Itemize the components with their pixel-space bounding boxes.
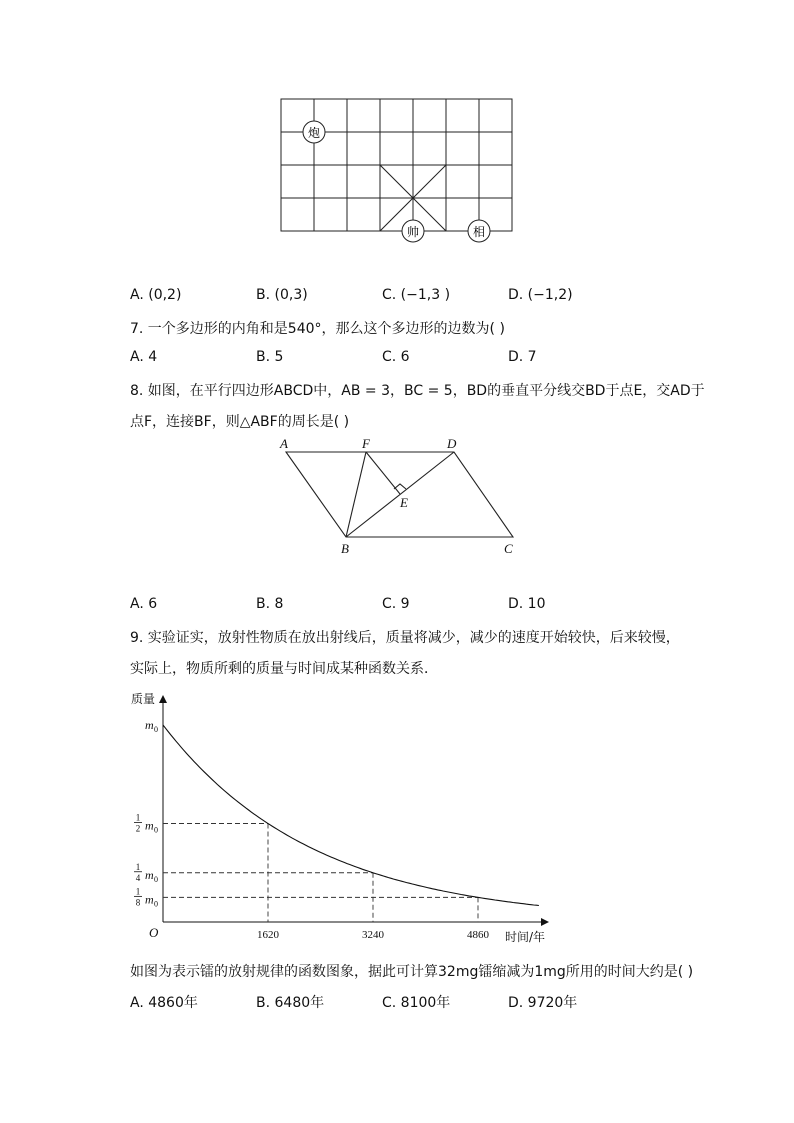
q8-option-c: C. 9 bbox=[382, 596, 410, 612]
svg-text:8: 8 bbox=[135, 897, 141, 908]
svg-text:炮: 炮 bbox=[307, 126, 321, 140]
x-tick-label: 4860 bbox=[467, 929, 489, 941]
point-b-label: B bbox=[341, 541, 349, 556]
q9-option-a: A. 4860年 bbox=[130, 995, 198, 1011]
piece-xiang bbox=[468, 220, 490, 242]
q7-option-c: C. 6 bbox=[382, 349, 410, 365]
origin-label: O bbox=[149, 925, 159, 940]
q9-option-d: D. 9720年 bbox=[508, 995, 578, 1011]
q6-option-d: D. (−1,2) bbox=[508, 287, 573, 303]
svg-text:m: m bbox=[145, 718, 154, 732]
y-tick-label bbox=[134, 813, 158, 835]
q9-question: 如图为表示镭的放射规律的函数图象，据此可计算32mg镭缩减为1mg所用的时间大约是( ) bbox=[130, 964, 694, 980]
svg-text:相: 相 bbox=[472, 225, 486, 239]
q9-option-b: B. 6480年 bbox=[256, 995, 325, 1011]
svg-text:1: 1 bbox=[135, 812, 141, 823]
point-e-label: E bbox=[400, 495, 408, 510]
point-a-label: A bbox=[280, 436, 288, 451]
q6-option-a: A. (0,2) bbox=[130, 287, 182, 303]
svg-text:2: 2 bbox=[135, 823, 141, 834]
svg-text:0: 0 bbox=[154, 899, 158, 909]
x-tick-label: 1620 bbox=[257, 929, 279, 941]
piece-shuai bbox=[402, 220, 424, 242]
y-tick-label bbox=[134, 886, 158, 908]
y-tick-label bbox=[134, 862, 158, 884]
svg-text:1: 1 bbox=[135, 886, 141, 897]
q9-text-line1: 9. 实验证实，放射性物质在放出射线后，质量将减少，减少的速度开始较快，后来较慢， bbox=[130, 630, 680, 646]
point-c-label: C bbox=[504, 541, 513, 556]
x-axis-label: 时间/年 bbox=[505, 930, 546, 944]
piece-pao bbox=[303, 121, 325, 143]
q8-text-line2: 点F，连接BF，则△ABF的周长是( ) bbox=[130, 414, 350, 430]
svg-text:4: 4 bbox=[135, 872, 141, 883]
q8-option-b: B. 8 bbox=[256, 596, 284, 612]
point-f-label: F bbox=[362, 436, 370, 451]
q7-option-d: D. 7 bbox=[508, 349, 537, 365]
svg-text:m: m bbox=[145, 867, 154, 882]
q7-option-b: B. 5 bbox=[256, 349, 284, 365]
x-tick-label: 3240 bbox=[362, 929, 384, 941]
svg-text:0: 0 bbox=[154, 874, 158, 884]
q6-option-c: C. (−1,3 ) bbox=[382, 287, 451, 303]
q9-text-line2: 实际上，物质所剩的质量与时间成某种函数关系． bbox=[130, 661, 438, 677]
q9-option-c: C. 8100年 bbox=[382, 995, 451, 1011]
y-axis-label: 质量 bbox=[131, 692, 156, 706]
chess-board-figure bbox=[270, 90, 530, 250]
parallelogram-figure bbox=[270, 432, 530, 562]
svg-text:m: m bbox=[145, 818, 154, 833]
svg-text:帅: 帅 bbox=[406, 225, 420, 239]
q7-option-a: A. 4 bbox=[130, 349, 158, 365]
decay-chart bbox=[125, 685, 565, 950]
y-tick-label bbox=[145, 718, 158, 734]
point-d-label: D bbox=[447, 436, 457, 451]
q8-option-d: D. 10 bbox=[508, 596, 546, 612]
q8-text-line1: 8. 如图，在平行四边形ABCD中，AB = 3，BC = 5，BD的垂直平分线交BD于点E，交AD于 bbox=[130, 383, 705, 399]
svg-text:m: m bbox=[145, 892, 154, 907]
q8-option-a: A. 6 bbox=[130, 596, 158, 612]
svg-text:1: 1 bbox=[135, 861, 141, 872]
svg-text:0: 0 bbox=[154, 725, 158, 734]
svg-text:0: 0 bbox=[154, 825, 158, 835]
q6-option-b: B. (0,3) bbox=[256, 287, 308, 303]
decay-curve bbox=[163, 725, 539, 906]
q7-text: 7. 一个多边形的内角和是540°，那么这个多边形的边数为( ) bbox=[130, 321, 505, 337]
